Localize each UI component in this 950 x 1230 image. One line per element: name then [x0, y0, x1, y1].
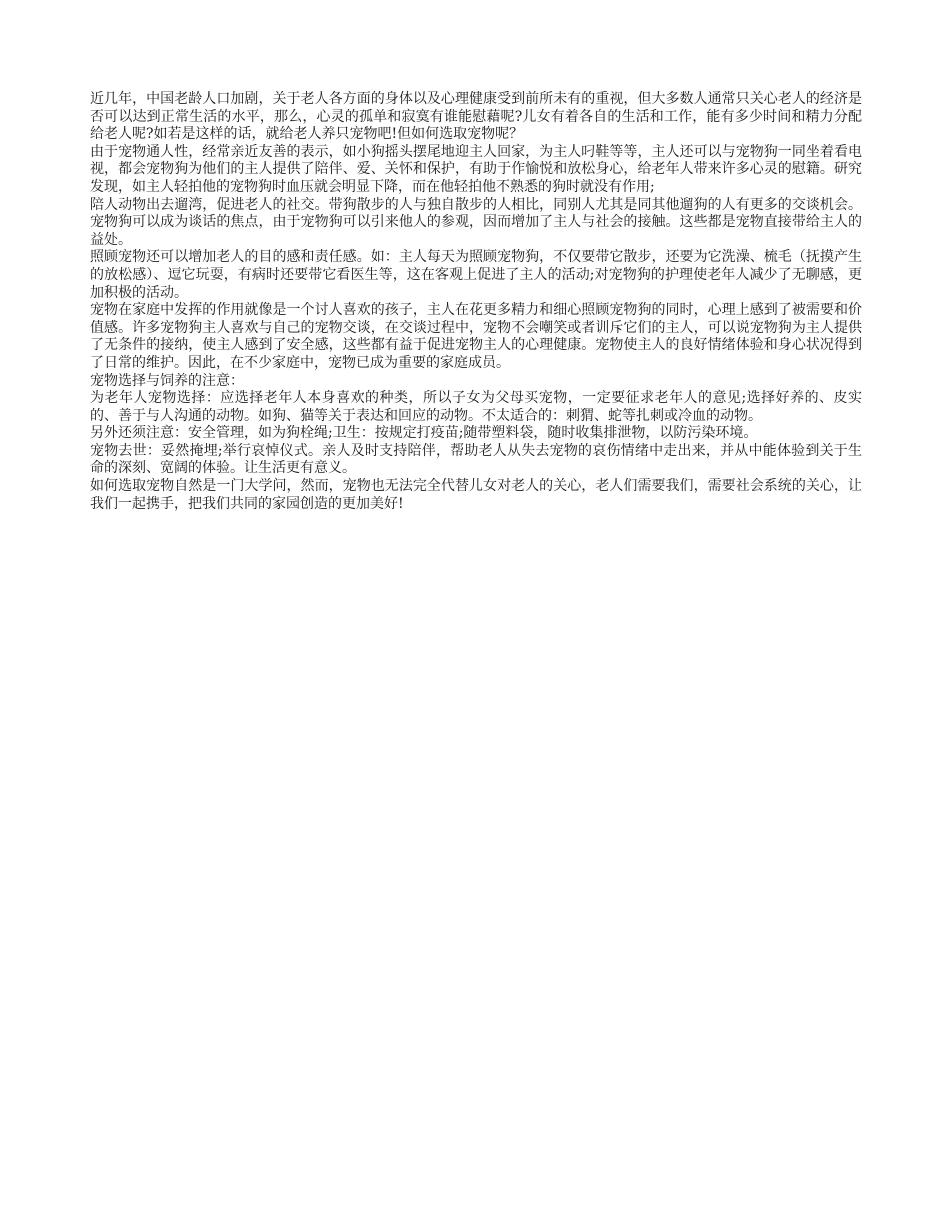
paragraph-responsibility: 照顾宠物还可以增加老人的目的感和责任感。如：主人每天为照顾宠物狗，不仅要带它散步，还要为它洗澡、梳毛（抚摸产生的放松感）、逗它玩耍，有病时还要带它看医生等，这在客观上促进了主人的活动;对宠物狗的护理使老年人减少了无聊感，更加积极的活动。 — [90, 249, 862, 301]
section-heading-selection: 宠物选择与饲养的注意： — [90, 372, 244, 389]
paragraph-pet-death: 宠物去世：妥然掩埋;举行哀悼仪式。亲人及时支持陪伴，帮助老人从失去宠物的哀伤情绪中走出来，并从中能体验到关于生命的深刻、宽阔的体验。让生活更有意义。 — [90, 442, 862, 477]
paragraph-intro: 近几年，中国老龄人口加剧，关于老人各方面的身体以及心理健康受到前所未有的重视，但大多数人通常只关心老人的经济是否可以达到正常生活的水平，那么，心灵的孤单和寂寞有谁能慰藉呢?儿女有着各自的生活和工作，能有多少时间和精力分配给老人呢?如若是这样的话，就给老人养只宠物吧!但如何选取宠物呢？ — [90, 91, 862, 143]
document-body — [90, 91, 862, 513]
paragraph-companionship: 由于宠物通人性，经常亲近友善的表示，如小狗摇头摆尾地迎主人回家，为主人叼鞋等等，主人还可以与宠物狗一同坐着看电视，都会宠物狗为他们的主人提供了陪伴、爱、关怀和保护，有助于作愉悦和放松身心，给老年人带来许多心灵的慰籍。研究发现，如主人轻拍他的宠物狗时血压就会明显下降，而在他轻拍他不熟悉的狗时就没有作用; — [90, 143, 862, 195]
paragraph-selection: 为老年人宠物选择：应选择老年人本身喜欢的种类，所以子女为父母买宠物，一定要征求老年人的意见;选择好养的、皮实的、善于与人沟通的动物。如狗、猫等关于表达和回应的动物。不太适合的：刺猬、蛇等扎刺或冷血的动物。 — [90, 390, 862, 424]
paragraph-family-role: 宠物在家庭中发挥的作用就像是一个讨人喜欢的孩子，主人在花更多精力和细心照顾宠物狗的同时，心理上感到了被需要和价值感。许多宠物狗主人喜欢与自己的宠物交谈，在交谈过程中，宠物不会嘲笑或者训斥它们的主人，可以说宠物狗为主人提供了无条件的接纳，使主人感到了安全感，这些都有益于促进宠物主人的心理健康。宠物使主人的良好情绪体验和身心状况得到了日常的维护。因此，在不少家庭中，宠物已成为重要的家庭成员。 — [90, 302, 862, 371]
paragraph-precautions: 另外还须注意：安全管理，如为狗栓绳;卫生：按规定打疫苗;随带塑料袋，随时收集排泄物，以防污染环境。 — [90, 425, 758, 442]
paragraph-social: 陪人动物出去遛湾，促进老人的社交。带狗散步的人与独自散步的人相比，同别人尤其是同其他遛狗的人有更多的交谈机会。宠物狗可以成为谈话的焦点，由于宠物狗可以引来他人的参观，因而增加了主人与社会的接触。这些都是宠物直接带给主人的益处。 — [90, 196, 862, 248]
paragraph-conclusion: 如何选取宠物自然是一门大学问，然而，宠物也无法完全代替儿女对老人的关心，老人们需要我们，需要社会系统的关心，让我们一起携手，把我们共同的家园创造的更加美好! — [90, 478, 862, 512]
